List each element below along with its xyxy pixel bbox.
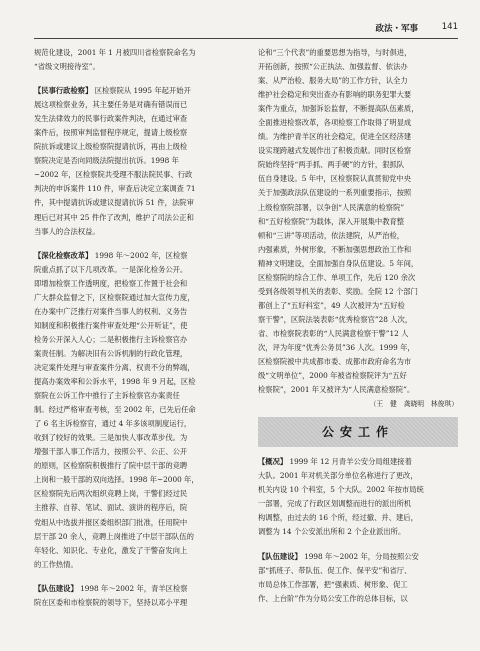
line-text: 主推荐、自荐、笔试、面试、演讲的程序后，院 — [34, 503, 188, 513]
line-text: 即增加检察工作透明度，把检察工作置于社会和 — [34, 278, 188, 288]
text-line — [34, 305, 234, 319]
line-text: 区检察院先后两次组织竞聘上岗，干警们经过民 — [34, 489, 188, 499]
entry-heading: 【深化检察改革】 — [34, 250, 93, 260]
line-text: 制。经过严格审查考核，至 2002 年，已先后任命 — [34, 405, 196, 415]
text-line — [34, 596, 234, 610]
line-text: 论和“三个代表”的重要思想为指导，与时俱进， — [258, 48, 412, 57]
text-line — [34, 263, 234, 277]
text-line — [34, 140, 234, 154]
line-text: 设实现跨越式发展作出了积极贡献。同时区检察 — [258, 146, 412, 156]
line-text: 1999 年 12 月青羊公安分局组建接着 — [287, 457, 412, 467]
line-text: 关于加强政法队伍建设的一系列重要指示，按照 — [258, 188, 412, 198]
text-line — [258, 525, 458, 539]
text-line — [34, 154, 234, 168]
line-text: 院始终坚持“两手抓、两手硬”的方针，狠抓队 — [258, 160, 405, 170]
text-line — [34, 544, 234, 558]
text-line — [34, 473, 234, 487]
line-text: 机关内设 10 个科室，5 个大队。2002 年按市局统 — [258, 485, 424, 495]
line-text: 调整为 14 个公安派出所和 2 个企业派出所。 — [258, 527, 406, 537]
line-text: 级“文明单位”，2000 年被省检察院评为“五好 — [258, 371, 407, 381]
line-text: 院重点抓了以下几项改革。一是深化检务公开。 — [34, 264, 188, 274]
text-line — [258, 511, 458, 525]
text-line — [34, 196, 234, 210]
text-line — [34, 431, 234, 445]
text-line — [258, 592, 458, 606]
text-line — [34, 182, 234, 196]
text-line — [258, 341, 458, 355]
line-text: 区检察院被中共成都市委、成都市政府命名为市 — [258, 357, 412, 367]
text-line — [258, 455, 458, 469]
text-line — [34, 168, 234, 182]
text-line — [34, 126, 234, 140]
section-name: 政法・军事 — [375, 24, 418, 34]
text-line — [258, 60, 458, 74]
text-line — [34, 403, 234, 417]
line-text: 发生法律效力的民事行政案件判决，在通过审查 — [34, 114, 188, 124]
line-text: 开拓创新，按照“公正执法、加强监督、依法办 — [258, 62, 408, 72]
text-line — [34, 375, 234, 389]
text-line — [34, 558, 234, 572]
entry-heading: 【民事行政检察】 — [34, 86, 93, 96]
line-text: 在办案中广泛推行对案件当事人的权利、义务告 — [34, 306, 188, 316]
text-line — [34, 60, 234, 74]
line-text: 大队。2001 年对机关部分单位名称进行了更改， — [258, 471, 418, 481]
line-text: 维护社会稳定和突出查办有影响的职务犯罪大要 — [258, 90, 412, 100]
line-text: 的原则，区检察院积极推行了院中层干部的竞聘 — [34, 461, 188, 471]
text-line — [34, 459, 234, 473]
line-text: 层干部 20 余人，竞聘上岗推进了中层干部队伍的 — [34, 531, 194, 541]
text-line — [258, 578, 458, 592]
entry-heading: 【队伍建设】 — [258, 551, 302, 561]
entry-heading: 【队伍建设】 — [34, 583, 78, 593]
line-text: 市局总体工作部署，把“强素质、树形象、促工 — [258, 579, 408, 589]
line-text: 区检察院从 1995 年起开始开 — [92, 86, 191, 96]
police-section-text — [258, 455, 458, 605]
line-text: 1998 年～2002 年，区检察 — [92, 250, 188, 260]
line-text: 都创上了“五好科室”，49 人次被评为“五好检 — [258, 300, 405, 310]
paragraph-gap — [34, 572, 234, 582]
text-line — [34, 112, 234, 126]
paragraph-gap — [34, 74, 234, 84]
text-line — [258, 243, 458, 257]
line-text: 一部署，完成了行政区划调整而进行的派出所机 — [258, 499, 412, 509]
line-text: 省、市检察院表彰的“人民满意检察干警”12 人 — [258, 328, 409, 338]
text-line — [34, 501, 234, 515]
text-line — [258, 564, 458, 578]
text-line — [34, 249, 234, 263]
section-title: 公安工作 — [321, 425, 394, 440]
line-text: 部“抓班子、带队伍、促工作、保平安”和省厅、 — [258, 565, 412, 575]
line-text: 区检察院的综合工作、单项工作，先后 120 余次 — [258, 272, 416, 282]
paragraph-gap — [34, 239, 234, 249]
text-line — [258, 369, 458, 383]
author-byline: （王 健 龚晓明 林俊琪） — [369, 400, 458, 409]
text-line — [258, 285, 458, 299]
line-text: 了 6 名主诉检察官，通过 4 年多该项制度运行， — [34, 419, 192, 429]
text-line — [258, 383, 458, 397]
line-text: 1998 年～2002 年，青羊区检察 — [77, 583, 188, 593]
text-line — [34, 347, 234, 361]
text-line — [34, 361, 234, 375]
line-text: 全面推进检察改革，各项检察工作取得了明显成 — [258, 118, 412, 128]
text-line — [34, 445, 234, 459]
text-line — [258, 299, 458, 313]
text-line — [34, 84, 234, 98]
line-text: 案件为重点，加强诉讼监督，不断提高队伍素质， — [258, 104, 419, 114]
line-text: 察院决定是否向同级法院提出抗诉。1998 年 — [34, 156, 179, 166]
line-text: 精神文明建设，全面加强自身队伍建设。5 年间， — [258, 258, 419, 268]
text-line — [34, 417, 234, 431]
line-text: 案件后，按照审判监督程序规定，提请上级检察 — [34, 128, 188, 138]
line-text: 增强干部人事工作活力，按照公平、公正、公开 — [34, 447, 188, 457]
section-banner — [258, 417, 458, 447]
line-text: 当事人的合法权益。 — [34, 226, 100, 236]
line-text: 作、上台阶”作为分局公安工作的总体目标，以 — [258, 593, 408, 603]
text-line — [258, 158, 458, 172]
text-line — [34, 530, 234, 544]
line-text: ~2002 年，区检察院共受理不服法院民事、行政 — [34, 170, 193, 180]
text-line — [258, 201, 458, 215]
text-line — [34, 333, 234, 347]
line-text: 构调整，由过去的 16 个所，经过撤、并、建后， — [258, 513, 418, 523]
text-line — [258, 355, 458, 369]
line-text: 规范化建设，2001 年 1 月被四川省检察院命名为 — [34, 48, 196, 57]
procuratorate-continuation — [258, 46, 458, 397]
text-line — [34, 225, 234, 239]
line-text: 年轻化、知识化、专业化，激发了干警奋发向上 — [34, 545, 188, 555]
line-text: 察干警”，区院法装表彰“优秀检察官”28 人次， — [258, 314, 413, 324]
line-text: 收到了较好的效果。三是加快人事改革步伐。为 — [34, 433, 188, 443]
line-text: 理后已对其中 25 件作了改判，维护了司法公正和 — [34, 212, 194, 222]
entry-heading: 【概况】 — [258, 457, 288, 467]
text-line — [258, 327, 458, 341]
running-header — [34, 20, 458, 39]
line-text: 件，其中提请抗诉或建议提请抗诉 51 件，法院审 — [34, 198, 194, 208]
line-text: 院抗诉或建议上级检察院提请抗诉，再由上级检 — [34, 142, 188, 152]
text-line — [258, 172, 458, 186]
text-line — [258, 550, 458, 564]
line-text: “省级文明接待室”。 — [34, 62, 100, 72]
text-line — [258, 130, 458, 144]
line-text: 内强素质，外树形象，不断加强思想政治工作和 — [258, 244, 412, 254]
text-line — [258, 102, 458, 116]
text-line — [34, 319, 234, 333]
line-text: 伍自身建设。5 年中，区检察院认真贯彻党中央 — [258, 174, 411, 184]
line-text: 案、从严治检、服务大局”的工作方针，认全力 — [258, 76, 408, 86]
text-line — [258, 469, 458, 483]
text-line — [34, 582, 234, 596]
line-text: 展这项检察业务，其主要任务是对确有错误而已 — [34, 100, 188, 110]
text-line — [258, 229, 458, 243]
left-column — [34, 46, 234, 610]
line-text: 检察院”，2001 年又被评为“人民满意检察院”。 — [258, 385, 415, 395]
text-line — [258, 271, 458, 285]
line-text: 绩。为维护青羊区的社会稳定，促进全区经济建 — [258, 132, 412, 142]
line-text: 的工作热情。 — [34, 559, 78, 569]
right-column — [258, 46, 458, 606]
text-line — [34, 516, 234, 530]
line-text: 院在区委和市检察院的领导下，坚持以邓小平理 — [34, 597, 188, 607]
text-line — [258, 186, 458, 200]
line-text: 和“五好检察院”为载体，深入开展集中教育整 — [258, 216, 405, 226]
text-line — [34, 389, 234, 403]
line-text: 提高办案效率和公诉水平，1998 年 9 月起，区检 — [34, 377, 196, 387]
line-text: 判决的申诉案件 110 件，审查后决定立案调查 71 — [34, 184, 196, 194]
line-text: 顿和“三讲”等项活动，依法建院，从严治检， — [258, 230, 405, 240]
text-line — [258, 257, 458, 271]
paragraph-gap — [258, 540, 458, 550]
text-line — [34, 487, 234, 501]
text-line — [34, 46, 234, 60]
line-text: 受到各级领导机关的表彰、奖励。全院 12 个部门 — [258, 286, 418, 296]
line-text: 决定案件处理与审查案件分离、权责不分的弊端， — [34, 362, 195, 372]
line-text: 察院在公诉工作中推行了主诉检察官办案责任 — [34, 391, 180, 401]
line-text: 1998 年～2002 年，分局按照公安 — [301, 551, 419, 561]
line-text: 广大群众监督之下，区检察院通过加大宣传力度， — [34, 292, 195, 302]
line-text: 次，评为年度“优秀公务员”36 人次。1999 年， — [258, 342, 415, 352]
text-line — [258, 116, 458, 130]
line-text: 党组从中选拔并报区委组织部门批准，任用院中 — [34, 517, 188, 527]
line-text: 检务公开深入人心；二是积极推行主诉检察官办 — [34, 334, 188, 344]
text-line — [258, 88, 458, 102]
text-line — [258, 313, 458, 327]
line-text: 知制度和积极推行案件审查处理“公开听证”，使 — [34, 320, 188, 330]
text-line — [258, 74, 458, 88]
text-line — [34, 211, 234, 225]
text-line — [258, 46, 458, 60]
line-text: 案责任制。为解决旧有公诉机制的行政化管理， — [34, 348, 188, 358]
line-text: 上岗和一般干部的双向选择。1998 年~2000 年， — [34, 475, 199, 485]
text-line — [258, 483, 458, 497]
text-line — [258, 497, 458, 511]
text-line — [34, 291, 234, 305]
text-line — [34, 98, 234, 112]
text-line — [258, 144, 458, 158]
page-number: 141 — [441, 22, 458, 32]
text-line — [258, 215, 458, 229]
text-line — [34, 277, 234, 291]
line-text: 上级检察院部署，以争创“人民满意的检察院” — [258, 202, 405, 212]
